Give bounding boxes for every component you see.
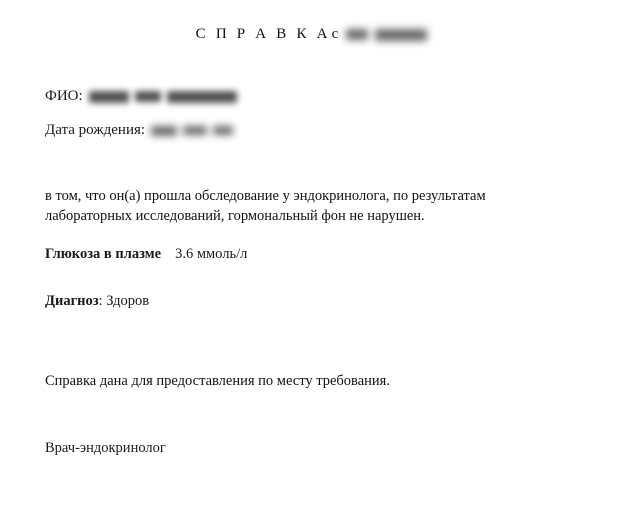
fio-redaction-group <box>89 88 243 105</box>
field-birth-date-label: Дата рождения: <box>45 122 146 138</box>
redaction-block <box>135 91 161 102</box>
diagnosis-line <box>45 293 149 310</box>
redaction-block <box>151 126 177 136</box>
redaction-block <box>183 126 207 135</box>
field-birth-date <box>45 122 239 139</box>
diagnosis-label: Диагноз <box>45 293 99 309</box>
document-title-suffix: с <box>331 26 339 42</box>
statement-paragraph: Справка дана для предоставления по месту требования. <box>45 373 390 389</box>
document-title <box>0 26 630 43</box>
body-paragraph: в том, что он(а) прошла обследование у эндокринолога, по результатам лабораторных исследований, гормональный фон не нарушен. <box>45 188 486 224</box>
redaction-block <box>213 126 233 135</box>
measurement-glucose <box>45 246 247 263</box>
field-fio <box>45 88 243 105</box>
redaction-block <box>167 91 237 103</box>
redaction-block <box>89 91 129 103</box>
signature-title: Врач-эндокринолог <box>45 440 166 456</box>
title-redaction-group <box>346 26 434 43</box>
birth-date-redaction-group <box>151 122 239 139</box>
field-fio-label: ФИО: <box>45 88 83 104</box>
document-title-text: С П Р А В К А <box>195 26 331 42</box>
diagnosis-separator: : <box>98 293 103 309</box>
measurement-glucose-value: 3.6 ммоль/л <box>175 246 248 262</box>
redaction-block <box>375 29 427 41</box>
measurement-glucose-label: Глюкоза в плазме <box>45 246 162 262</box>
redaction-block <box>346 29 368 40</box>
diagnosis-value: Здоров <box>106 293 150 309</box>
